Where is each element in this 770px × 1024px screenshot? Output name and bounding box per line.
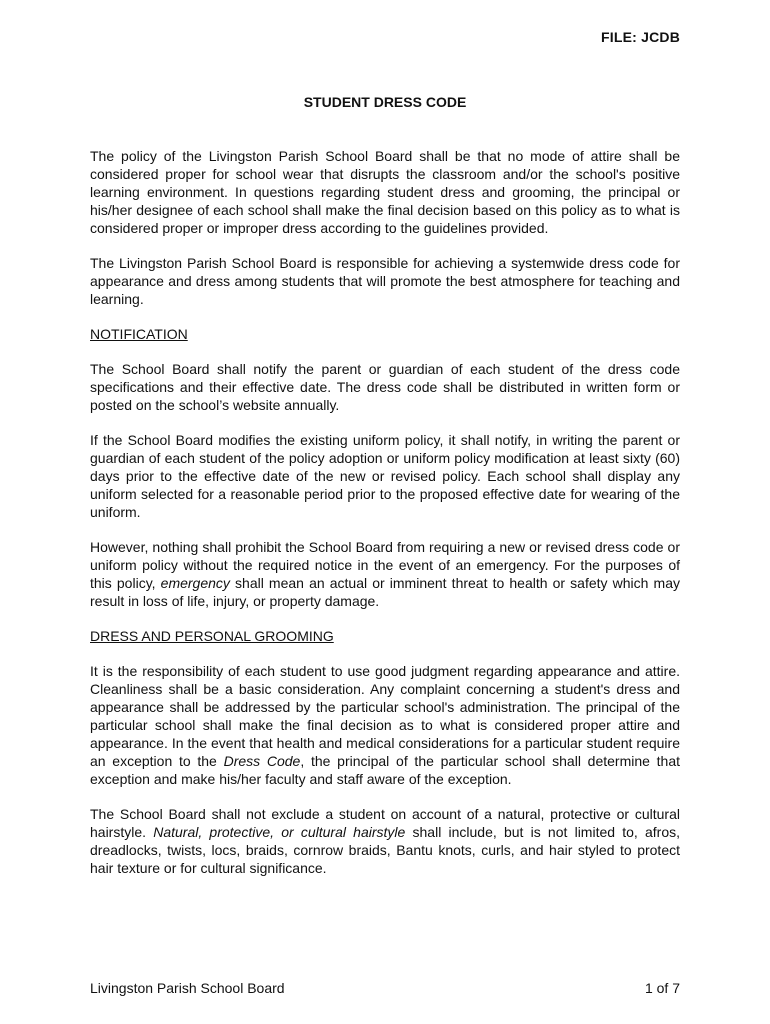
notification-p3-text-b: shall mean an actual or imminent threat to health or safety which may result in loss of life, injury, or property damage. <box>90 575 680 609</box>
intro-paragraph-2: The Livingston Parish School Board is responsible for achieving a systemwide dress code for appearance and dress among students that will promote the best atmosphere for teaching and learning. <box>90 255 680 307</box>
footer-organization: Livingston Parish School Board <box>90 980 285 996</box>
emergency-term: emergency <box>160 575 230 591</box>
grooming-p1-text-a: It is the responsibility of each student to use good judgment regarding appearance and attire. Cleanliness shall be a basic consideration. Any complaint concerning a student's dress and appearance shall be addressed by the particular school's administration. The principal of the particular school shall make the final decision as to what is considered proper attire and appearance. In the event that health and medical considerations for a particular student require an exception to the <box>90 663 680 769</box>
dress-code-term: Dress Code <box>223 753 301 769</box>
footer-page-number: 1 of 7 <box>644 980 680 996</box>
notification-paragraph-1: The School Board shall notify the parent or guardian of each student of the dress code specifications and their effective date. The dress code shall be distributed in written form or posted on the school’s website annually. <box>90 361 680 413</box>
document-body <box>90 147 680 894</box>
notification-heading: NOTIFICATION <box>90 326 188 342</box>
grooming-heading: DRESS AND PERSONAL GROOMING <box>90 628 334 644</box>
grooming-p2-text-a: The School Board shall not exclude a student on account of a natural, protective or cultural hairstyle. <box>90 806 680 840</box>
intro-paragraph-1: The policy of the Livingston Parish School Board shall be that no mode of attire shall be considered proper for school wear that disrupts the classroom and/or the school's positive learning environment. In questions regarding student dress and grooming, the principal or his/her designee of each school shall make the final decision based on this policy as to what is considered proper or improper dress according to the guidelines provided. <box>90 148 680 236</box>
grooming-p2-text-b: shall include, but is not limited to, afros, dreadlocks, twists, locs, braids, cornrow braids, Bantu knots, curls, and hair styled to protect hair texture or for cultural significance. <box>90 824 681 876</box>
grooming-p1-text-b: , the principal of the particular school shall determine that exception and make his/her faculty and staff aware of the exception. <box>90 753 680 787</box>
hairstyle-term: Natural, protective, or cultural hairstyle <box>153 824 406 840</box>
notification-paragraph-2: If the School Board modifies the existing uniform policy, it shall notify, in writing the parent or guardian of each student of the policy adoption or uniform policy modification at least sixty (60) days prior to the effective date of the new or revised policy. Each school shall display any uniform selected for a reasonable period prior to the proposed effective date for wearing of the uniform. <box>90 432 680 520</box>
notification-p3-text-a: However, nothing shall prohibit the School Board from requiring a new or revised dress code or uniform policy without the required notice in the event of an emergency. For the purposes of this policy, <box>90 539 680 591</box>
notification-paragraph-3 <box>90 538 680 610</box>
grooming-paragraph-1 <box>90 662 680 788</box>
grooming-paragraph-2 <box>90 805 680 877</box>
document-title: STUDENT DRESS CODE <box>303 94 467 110</box>
file-code: FILE: JCDB <box>601 29 680 45</box>
